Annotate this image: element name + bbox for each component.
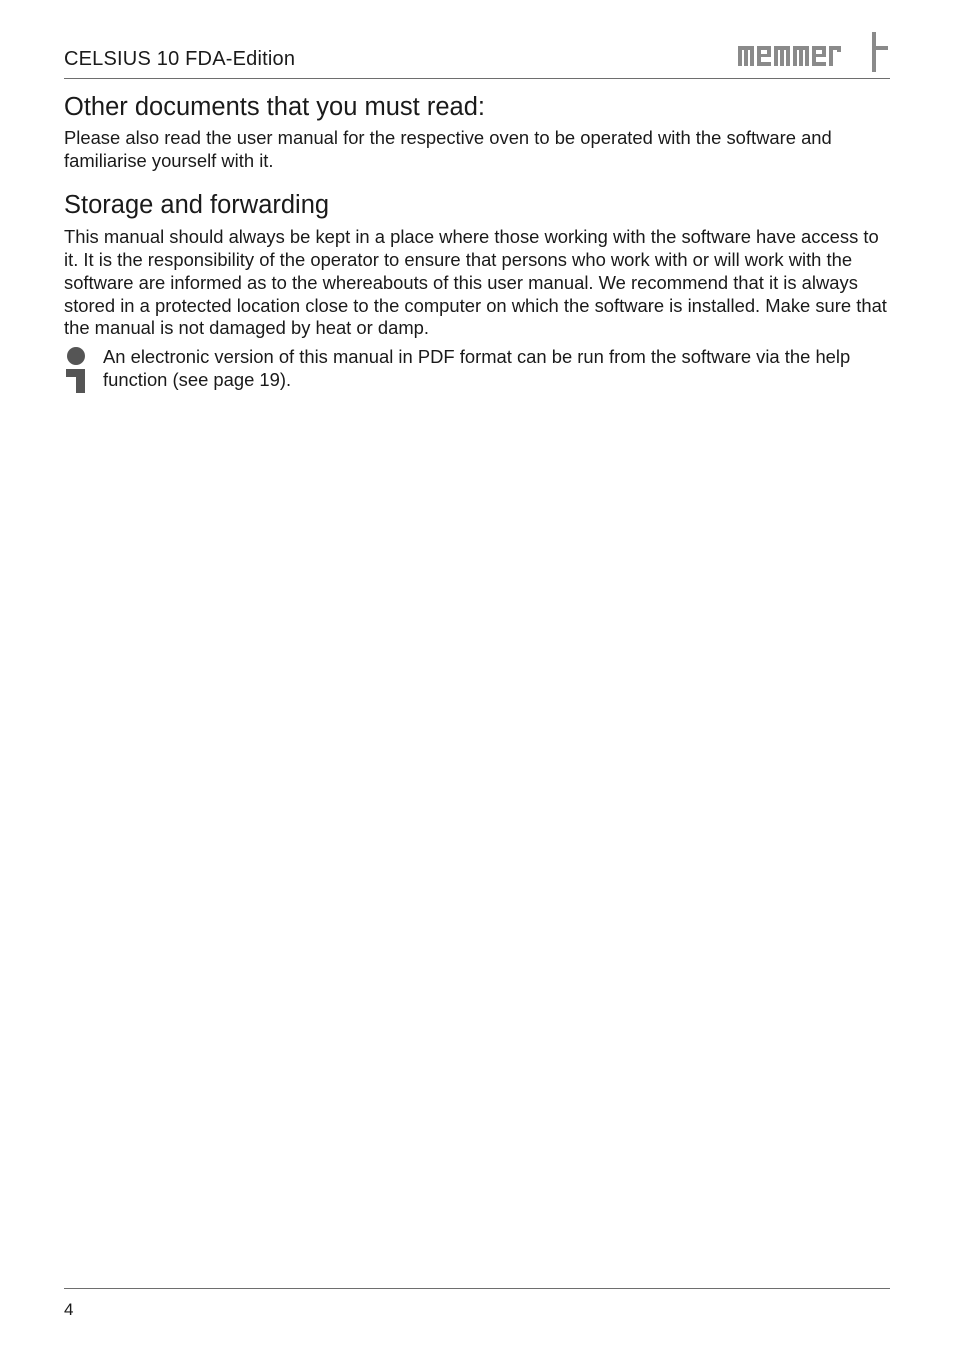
section-heading: Other documents that you must read: — [64, 93, 485, 121]
memmert-logo — [738, 32, 890, 72]
info-icon — [64, 347, 90, 393]
note-text: An electronic version of this manual in PDF format can be run from the software via the help function (see page 19). — [103, 345, 851, 390]
page-header — [64, 40, 890, 78]
section-paragraph: Please also read the user manual for the respective oven to be operated with the software and familiarise yourself with it. — [64, 127, 832, 171]
section-heading: Storage and forwarding — [64, 191, 330, 220]
page-number: 4 — [64, 1300, 74, 1319]
footer-divider — [64, 1288, 890, 1289]
header-divider — [64, 78, 890, 79]
document-title: CELSIUS 10 FDA-Edition — [64, 48, 296, 70]
section-other-documents — [64, 90, 890, 172]
section-storage-forwarding — [64, 188, 890, 340]
section-paragraph: This manual should always be kept in a place where those working with the software have access to it. It is the responsibility of the operator to ensure that persons who work with or will work with the software are informed as to the whereabouts of this user manual. We recommend that it is always stored in a protected location close to the computer on which the software is installed. Make sure that the manual is not damaged by heat or damp. — [64, 226, 887, 339]
page-content — [64, 90, 890, 391]
info-note — [64, 346, 890, 391]
